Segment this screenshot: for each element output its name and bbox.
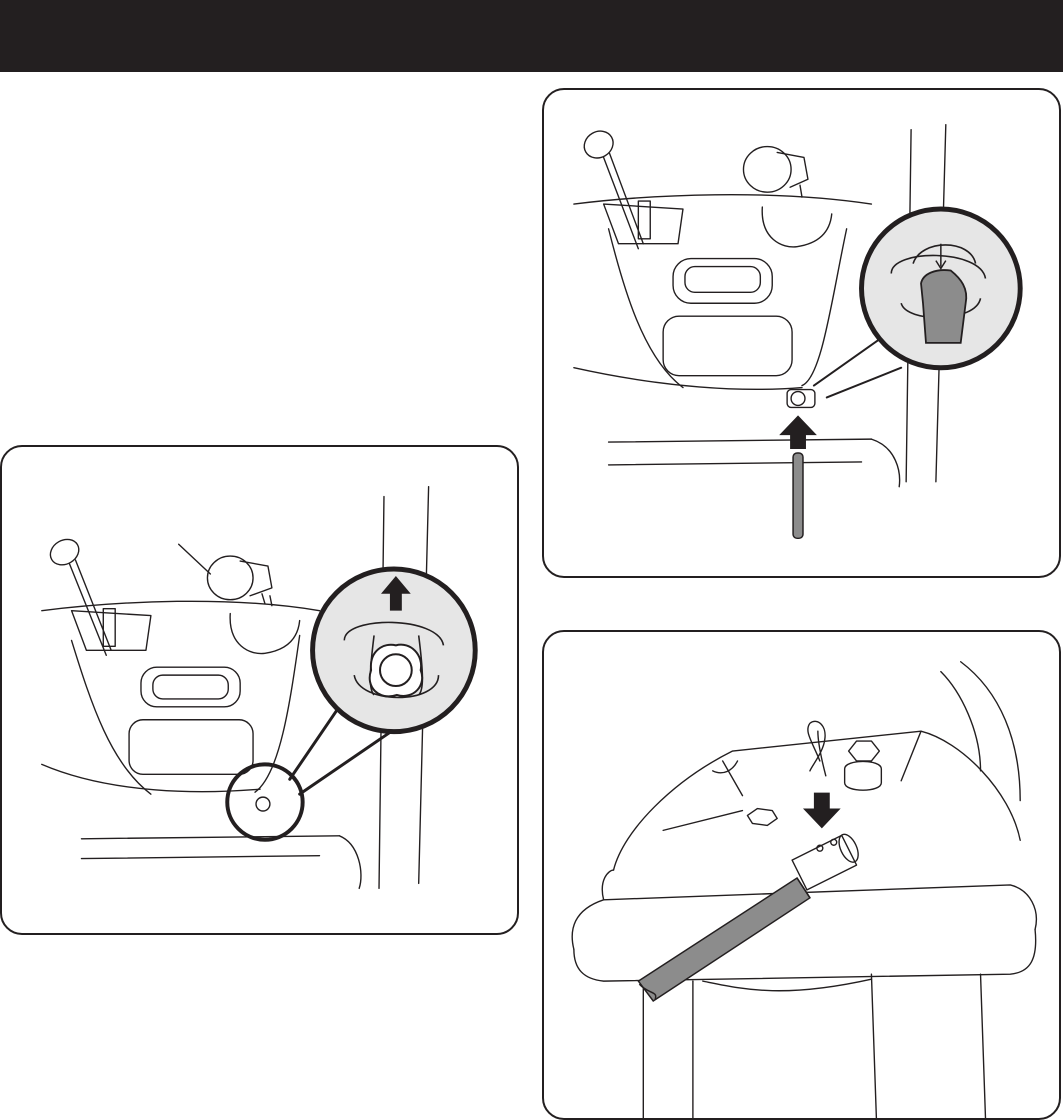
illustration-rod-insert xyxy=(544,90,1059,576)
illustration-hair-pin-clip xyxy=(544,632,1059,1118)
chute-rod-icon xyxy=(638,878,810,1001)
figure-panel-hair-pin-clip xyxy=(542,630,1061,1120)
figure-panel-rod-insert xyxy=(542,88,1061,578)
header-bar xyxy=(0,0,1063,72)
figure-panel-release-knob xyxy=(0,445,519,935)
illustration-release-knob xyxy=(2,447,517,933)
up-arrow-icon xyxy=(779,415,817,449)
down-arrow-icon xyxy=(803,793,841,829)
rod-icon xyxy=(793,453,803,538)
hair-pin-clip-icon xyxy=(808,721,826,775)
